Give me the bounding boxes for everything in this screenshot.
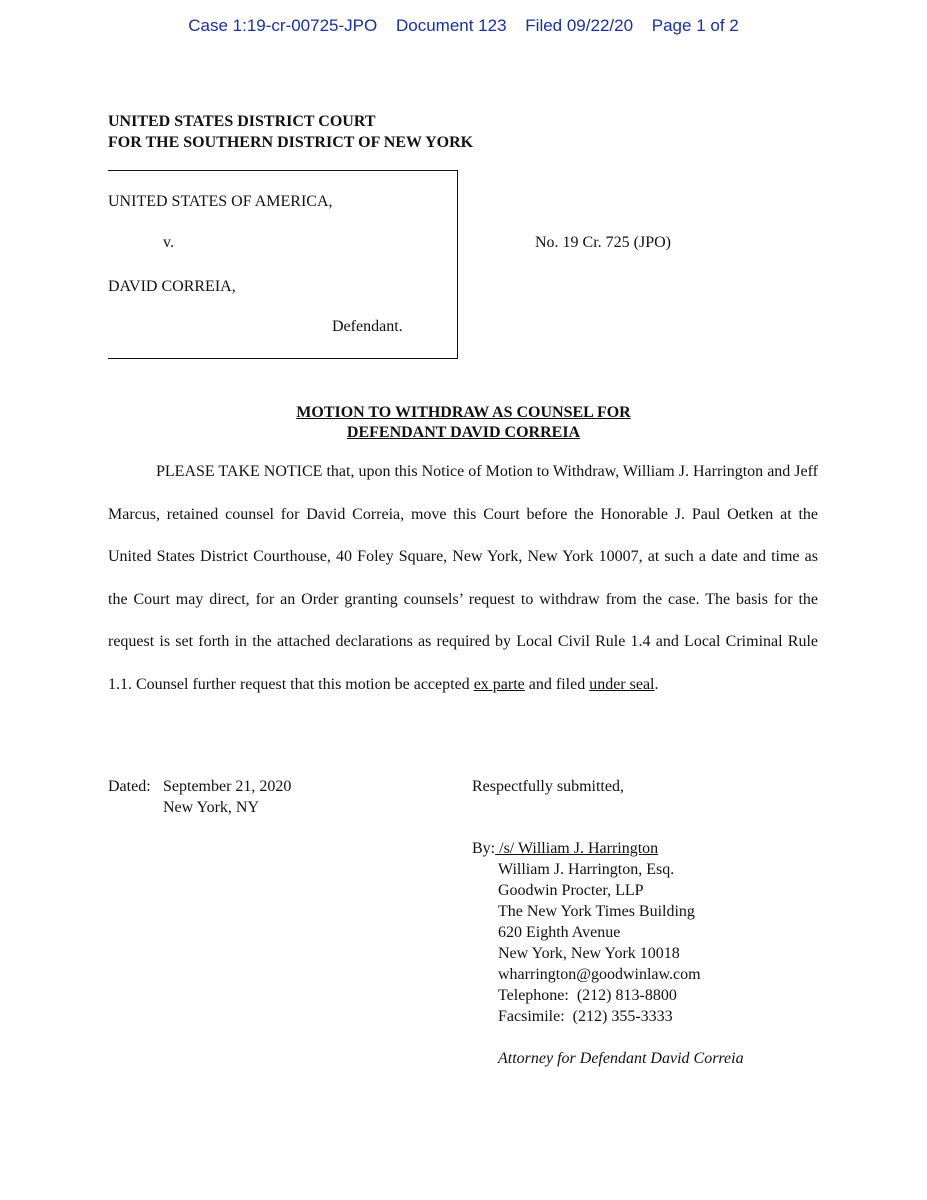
caption-plaintiff: UNITED STATES OF AMERICA, — [108, 193, 333, 210]
caption-versus: v. — [163, 234, 174, 251]
attorney-for: Attorney for Defendant David Correia — [498, 1050, 744, 1067]
ex-parte-text: ex parte — [473, 675, 525, 693]
motion-title-line2: DEFENDANT DAVID CORREIA — [346, 424, 581, 441]
court-name-line1: UNITED STATES DISTRICT COURT — [108, 113, 376, 130]
caption-case-number: No. 19 Cr. 725 (JPO) — [535, 234, 672, 251]
document-number-stamp: Document 123 — [395, 16, 507, 35]
firm-city: New York, New York 10018 — [498, 945, 680, 962]
firm-street: 620 Eighth Avenue — [498, 924, 621, 941]
motion-body — [108, 451, 818, 706]
attorney-name: William J. Harrington, Esq. — [498, 861, 675, 878]
body-text-between: and filed — [524, 675, 590, 693]
motion-title-line1: MOTION TO WITHDRAW AS COUNSEL FOR — [296, 404, 631, 421]
electronic-signature: /s/ William J. Harrington — [495, 840, 659, 857]
body-text-part: PLEASE TAKE NOTICE that, upon this Notice of Motion to Withdraw, William J. Harrington and Jeff Marcus, retained counsel for David Correia, move this Court before the Honorable J. Paul Oetken at the United States District Courthouse, 40 Foley Square, New York, New York 10007, at such a date and time as the Court may direct, for an Order granting counsels’ request to withdraw from the case. The basis for the request is set forth in the attached declarations as required by Local Civil Rule 1.4 and Local Criminal Rule 1.1. Counsel further request that this motion be accepted — [108, 463, 818, 693]
filing-header — [0, 16, 927, 36]
closing-text: Respectfully submitted, — [472, 778, 624, 795]
case-number-stamp: Case 1:19-cr-00725-JPO — [188, 16, 378, 35]
filed-date-stamp: Filed 09/22/20 — [525, 16, 634, 35]
dated-date: September 21, 2020 — [163, 778, 292, 795]
by-label: By: — [472, 840, 496, 857]
caption-role: Defendant. — [332, 318, 403, 335]
under-seal-text: under seal — [589, 675, 655, 693]
body-text-end: . — [654, 675, 659, 693]
court-name-line2: FOR THE SOUTHERN DISTRICT OF NEW YORK — [108, 134, 474, 151]
attorney-facsimile: Facsimile: (212) 355-3333 — [498, 1008, 673, 1025]
firm-building: The New York Times Building — [498, 903, 695, 920]
caption-defendant: DAVID CORREIA, — [108, 278, 236, 295]
attorney-telephone: Telephone: (212) 813-8800 — [498, 987, 677, 1004]
motion-paragraph — [108, 451, 818, 706]
dated-label: Dated: — [108, 778, 151, 795]
dated-place: New York, NY — [163, 799, 260, 816]
page-count-stamp: Page 1 of 2 — [651, 16, 739, 35]
signature-line — [472, 838, 658, 859]
attorney-email: wharrington@goodwinlaw.com — [498, 966, 701, 983]
firm-name: Goodwin Procter, LLP — [498, 882, 644, 899]
